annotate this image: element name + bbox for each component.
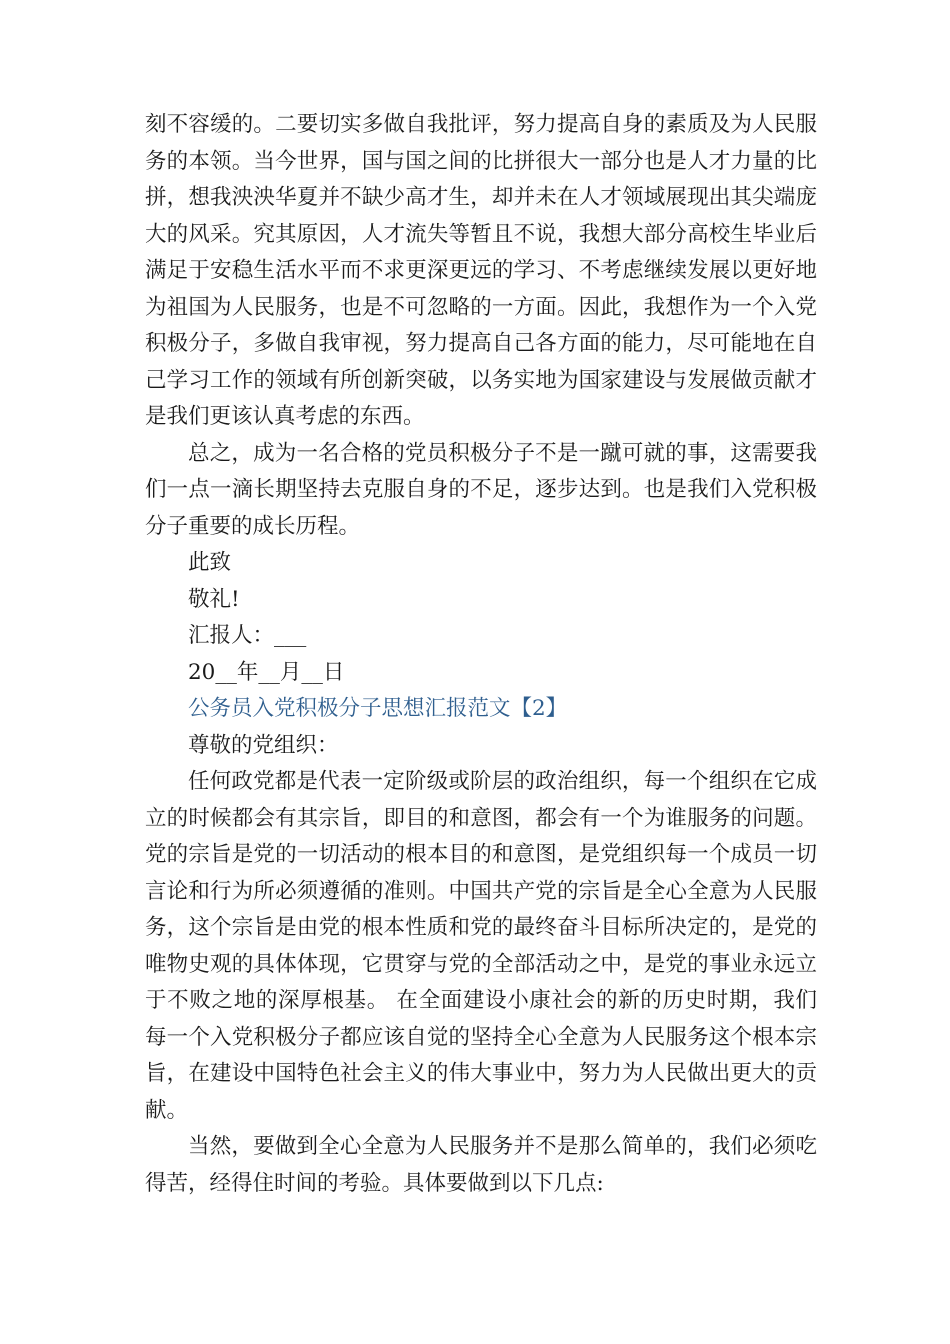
section-title: 公务员入党积极分子思想汇报范文【2】 — [188, 696, 568, 721]
body-paragraph-purpose: 任何政党都是代表一定阶级或阶层的政治组织，每一个组织在它成立的时候都会有其宗旨，即目的和意图，都会有一个为谁服务的问题。党的宗旨是党的一切活动的根本目的和意图，是党组织每一个成员一切言论和行为所必须遵循的准则。中国共产党的宗旨是全心全意为人民服务，这个宗旨是由党的根本性质和党的最终奋斗目标所决定的，是党的唯物史观的具体体现，它贯穿与党的全部活动之中，是党的事业永远立于不败之地的深厚根基。 在全面建设小康社会的新的历史时期，我们每一个入党积极分子都应该自觉的坚持全心全意为人民服务这个根本宗旨，在建设中国特色社会主义的伟大事业中，努力为人民做出更大的贡献。 — [145, 769, 817, 1123]
date-line: 20__年__月__日 — [188, 659, 345, 685]
closing-salutation: 此致 — [188, 550, 232, 575]
closing-regards: 敬礼! — [188, 586, 240, 612]
body-paragraph-requirements: 当然，要做到全心全意为人民服务并不是那么简单的，我们必须吃得苦，经得住时间的考验。具体要做到以下几点: — [145, 1134, 817, 1196]
body-paragraph-summary: 总之，成为一名合格的党员积极分子不是一蹴可就的事，这需要我们一点一滴长期坚持去克服自身的不足，逐步达到。也是我们入党积极分子重要的成长历程。 — [145, 440, 817, 539]
body-paragraph-continued: 刻不容缓的。二要切实多做自我批评，努力提高自身的素质及为人民服务的本领。当今世界，国与国之间的比拼很大一部分也是人才力量的比拼，想我泱泱华夏并不缺少高才生，却并未在人才领域展现出其尖端庞大的风采。究其原因，人才流失等暂且不说，我想大部分高校生毕业后满足于安稳生活水平而不求更深更远的学习、不考虑继续发展以更好地为祖国为人民服务，也是不可忽略的一方面。因此，我想作为一个入党积极分子，多做自我审视，努力提高自己各方面的能力，尽可能地在自己学习工作的领域有所创新突破，以务实地为国家建设与发展做贡献才是我们更该认真考虑的东西。 — [145, 112, 817, 429]
salutation-line: 尊敬的党组织： — [188, 732, 339, 758]
document-page — [145, 107, 817, 1202]
reporter-line: 汇报人：___ — [188, 623, 307, 648]
